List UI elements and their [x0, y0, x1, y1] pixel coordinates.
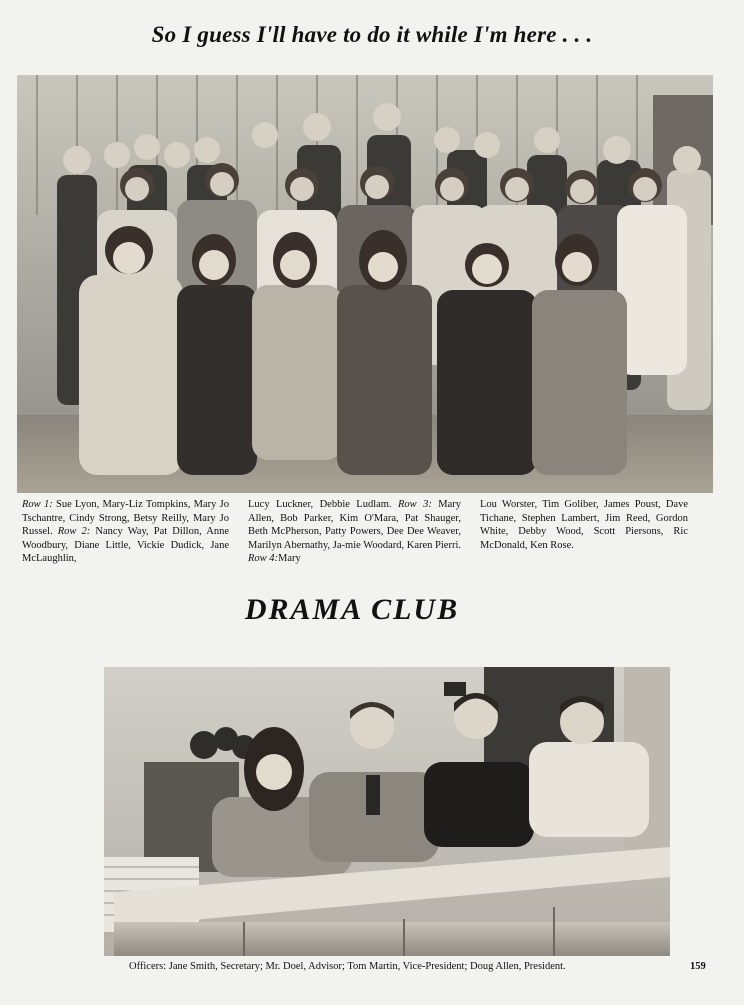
club-title: DRAMA CLUB	[244, 593, 460, 626]
row-4-names-cont: Lou Worster, Tim Goliber, James Poust, Dave Tichane, Stephen Lambert, Jim Reed, Gordon White, Debby Wood, Scott Piersons, Ric McDonald, Ken Rose.	[480, 499, 688, 551]
page-number: 159	[690, 961, 706, 972]
caption-column-3	[480, 498, 688, 552]
caption-column-1	[22, 498, 229, 566]
row-3-names: Mary Allen, Bob Parker, Kim O'Mara, Pat Shauger, Beth McPherson, Patty Powers, Dee Dee Weaver, Marilyn Abernathy, Ja-mie Woodard, Karen Pierri.	[248, 499, 461, 551]
officers-photo	[104, 667, 670, 956]
officers-caption: Officers: Jane Smith, Secretary; Mr. Doel, Advisor; Tom Martin, Vice-President; Doug Allen, President.	[129, 961, 566, 972]
group-photo	[17, 75, 713, 493]
row-2-label: Row 2:	[57, 526, 91, 538]
row-1-label: Row 1:	[22, 499, 53, 510]
row-3-label: Row 3:	[398, 499, 432, 510]
caption-column-2	[248, 498, 461, 566]
row-4-label: Row 4:	[248, 553, 279, 565]
row-2-names: Nancy Way, Pat Dillon, Anne Woodbury, Diane Little, Vickie Dudick, Jane McLaughlin,	[22, 526, 229, 565]
row-2-names-cont: Lucy Luckner, Debbie Ludlam.	[248, 499, 398, 510]
page-headline: So I guess I'll have to do it while I'm here . . .	[151, 22, 593, 47]
row-1-names: Sue Lyon, Mary-Liz Tompkins, Mary Jo Tschantre, Cindy Strong, Betsy Reilly, Mary Jo Russel.	[22, 499, 229, 538]
row-4-names: Mary	[278, 553, 301, 565]
